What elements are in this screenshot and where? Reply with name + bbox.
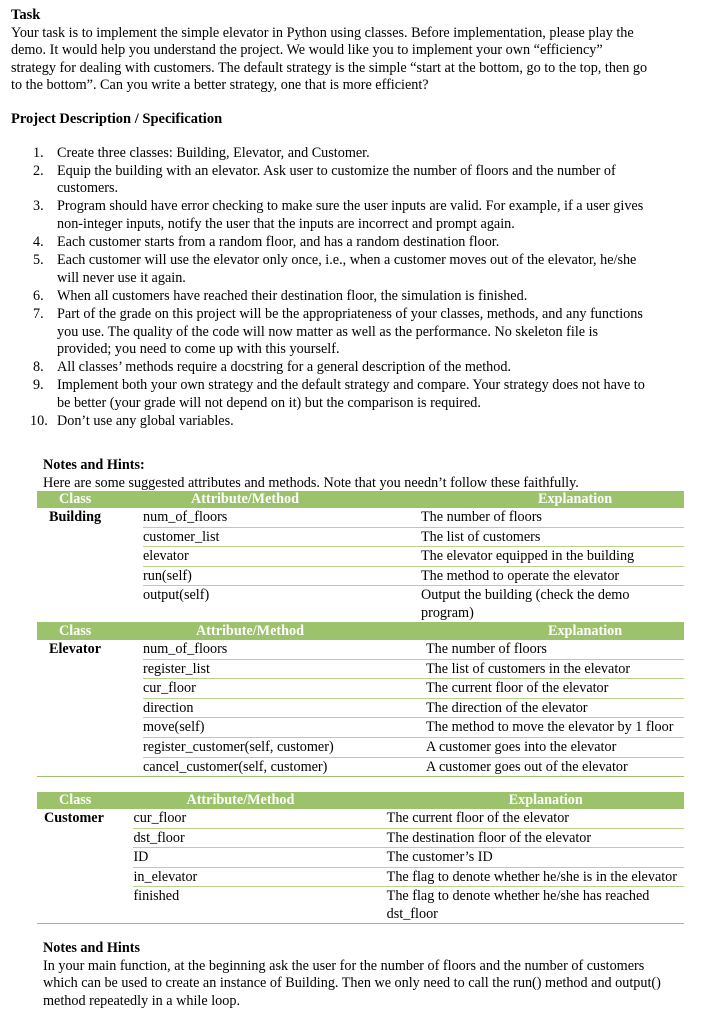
table-row bbox=[37, 566, 684, 586]
document bbox=[11, 7, 711, 431]
exp-cell: The list of customers bbox=[421, 527, 684, 547]
class-name: Building bbox=[49, 509, 102, 525]
exp-cell: The method to operate the elevator bbox=[421, 566, 684, 586]
header-exp: Explanation bbox=[387, 792, 684, 809]
attr-cell: elevator bbox=[143, 547, 421, 567]
header-exp: Explanation bbox=[421, 491, 684, 508]
exp-cell: The current floor of the elevator bbox=[387, 809, 684, 828]
spec-item: 5. Each customer will use the elevator only once, i.e., when a customer moves out of the elevator, he/she will never use it again. bbox=[33, 252, 637, 286]
table-row bbox=[37, 508, 684, 527]
exp-cell: The list of customers in the elevator bbox=[426, 659, 684, 679]
header-class: Class bbox=[37, 491, 143, 508]
exp-cell: The method to move the elevator by 1 floor bbox=[426, 718, 684, 738]
exp-cell: The destination floor of the elevator bbox=[387, 828, 684, 848]
exp-cell: The number of floors bbox=[421, 508, 684, 527]
table-header bbox=[37, 491, 684, 508]
notes-subtitle: Here are some suggested attributes and methods. Note that you needn’t follow these faithfully. bbox=[43, 474, 579, 491]
attr-cell: register_customer(self, customer) bbox=[143, 737, 426, 757]
attr-cell: num_of_floors bbox=[143, 508, 421, 527]
exp-cell: The current floor of the elevator bbox=[426, 679, 684, 699]
exp-cell: The customer’s ID bbox=[387, 848, 684, 868]
header-class: Class bbox=[37, 792, 133, 809]
exp-cell: A customer goes out of the elevator bbox=[426, 757, 684, 777]
table-row bbox=[37, 586, 684, 623]
attr-cell: cur_floor bbox=[133, 809, 386, 828]
customer-table bbox=[37, 792, 684, 924]
final-notes-text: In your main function, at the beginning ask the user for the number of floors and the number of customers which can be used to create an instance of Building. Then we only need to call the run() method and output() method repeatedly in a while loop. bbox=[43, 957, 661, 1009]
attr-cell: output(self) bbox=[143, 586, 421, 623]
table-row bbox=[37, 547, 684, 567]
table-row bbox=[37, 640, 684, 659]
exp-cell: The direction of the elevator bbox=[426, 698, 684, 718]
attr-cell: move(self) bbox=[143, 718, 426, 738]
table-row bbox=[37, 757, 684, 777]
spec-item: 9. Implement both your own strategy and the default strategy and compare. Your strategy does not have to be better (your grade will not depend on it) but the comparison is required. bbox=[33, 377, 645, 411]
table-row bbox=[37, 679, 684, 699]
table-row bbox=[37, 527, 684, 547]
table-row bbox=[37, 659, 684, 679]
spec-item: 6. When all customers have reached their destination floor, the simulation is finished. bbox=[33, 287, 528, 304]
header-attr: Attribute/Method bbox=[143, 623, 426, 640]
table-row bbox=[37, 848, 684, 868]
task-intro: Your task is to implement the simple elevator in Python using classes. Before implementation, please play the demo. It would help you understand the project. We would like you to implement your own “efficiency” strategy for dealing with customers. The default strategy is the simple “start at the bottom, go to the top, then go to the bottom”. Can you write a better strategy, one that is more efficient? bbox=[11, 24, 648, 94]
attr-cell: ID bbox=[133, 848, 386, 868]
exp-cell: The elevator equipped in the building bbox=[421, 547, 684, 567]
final-notes bbox=[43, 940, 673, 1010]
class-name: Elevator bbox=[49, 641, 102, 657]
spec-item: 2. Equip the building with an elevator. Ask user to customize the number of floors and the number of customers. bbox=[33, 162, 616, 197]
spec-item: 1. Create three classes: Building, Elevator, and Customer. bbox=[33, 144, 370, 161]
exp-cell: The flag to denote whether he/she has reached dst_floor bbox=[387, 887, 684, 924]
spec-item: 10. Don’t use any global variables. bbox=[30, 412, 234, 429]
attr-cell: customer_list bbox=[143, 527, 421, 547]
header-class: Class bbox=[37, 623, 143, 640]
spec-item: 4. Each customer starts from a random floor, and has a random destination floor. bbox=[33, 234, 500, 251]
header-exp: Explanation bbox=[426, 623, 684, 640]
table-row bbox=[37, 737, 684, 757]
attr-cell: register_list bbox=[143, 659, 426, 679]
spec-item: 3. Program should have error checking to make sure the user inputs are valid. For example, if a user gives non-integer inputs, notify the user that the inputs are incorrect and prompt again. bbox=[33, 198, 644, 232]
spec-item: 8. All classes’ methods require a docstring for a general description of the method. bbox=[33, 359, 511, 376]
spec-list bbox=[11, 145, 711, 431]
attr-cell: num_of_floors bbox=[143, 640, 426, 659]
task-heading: Task bbox=[11, 7, 41, 23]
header-attr: Attribute/Method bbox=[133, 792, 386, 809]
attr-cell: cancel_customer(self, customer) bbox=[143, 757, 426, 777]
table-row bbox=[37, 828, 684, 848]
table-row bbox=[37, 698, 684, 718]
attr-cell: run(self) bbox=[143, 566, 421, 586]
attr-cell: cur_floor bbox=[143, 679, 426, 699]
spec-item: 7. Part of the grade on this project will be the appropriateness of your classes, methods, and any functions you use. The quality of the code will now matter as well as the performance. No skeleton file is provided; you need to come up with this yourself. bbox=[33, 305, 643, 358]
attr-cell: in_elevator bbox=[133, 867, 386, 887]
table-header bbox=[37, 623, 684, 640]
attr-cell: dst_floor bbox=[133, 828, 386, 848]
attr-cell: finished bbox=[133, 887, 386, 924]
notes-heading: Notes and Hints: bbox=[43, 457, 145, 473]
exp-cell: The number of floors bbox=[426, 640, 684, 659]
spec-heading: Project Description / Specification bbox=[11, 110, 223, 127]
table-header bbox=[37, 792, 684, 809]
table-row bbox=[37, 887, 684, 924]
attr-cell: direction bbox=[143, 698, 426, 718]
table-row bbox=[37, 867, 684, 887]
exp-cell: Output the building (check the demo program) bbox=[421, 586, 684, 623]
elevator-table bbox=[37, 623, 684, 777]
exp-cell: A customer goes into the elevator bbox=[426, 737, 684, 757]
table-row bbox=[37, 809, 684, 828]
exp-cell: The flag to denote whether he/she is in the elevator bbox=[387, 867, 684, 887]
table-row bbox=[37, 718, 684, 738]
building-table bbox=[37, 491, 684, 623]
header-attr: Attribute/Method bbox=[143, 491, 421, 508]
final-notes-heading: Notes and Hints bbox=[43, 940, 140, 956]
notes-section bbox=[43, 457, 693, 492]
class-name: Customer bbox=[44, 810, 104, 826]
